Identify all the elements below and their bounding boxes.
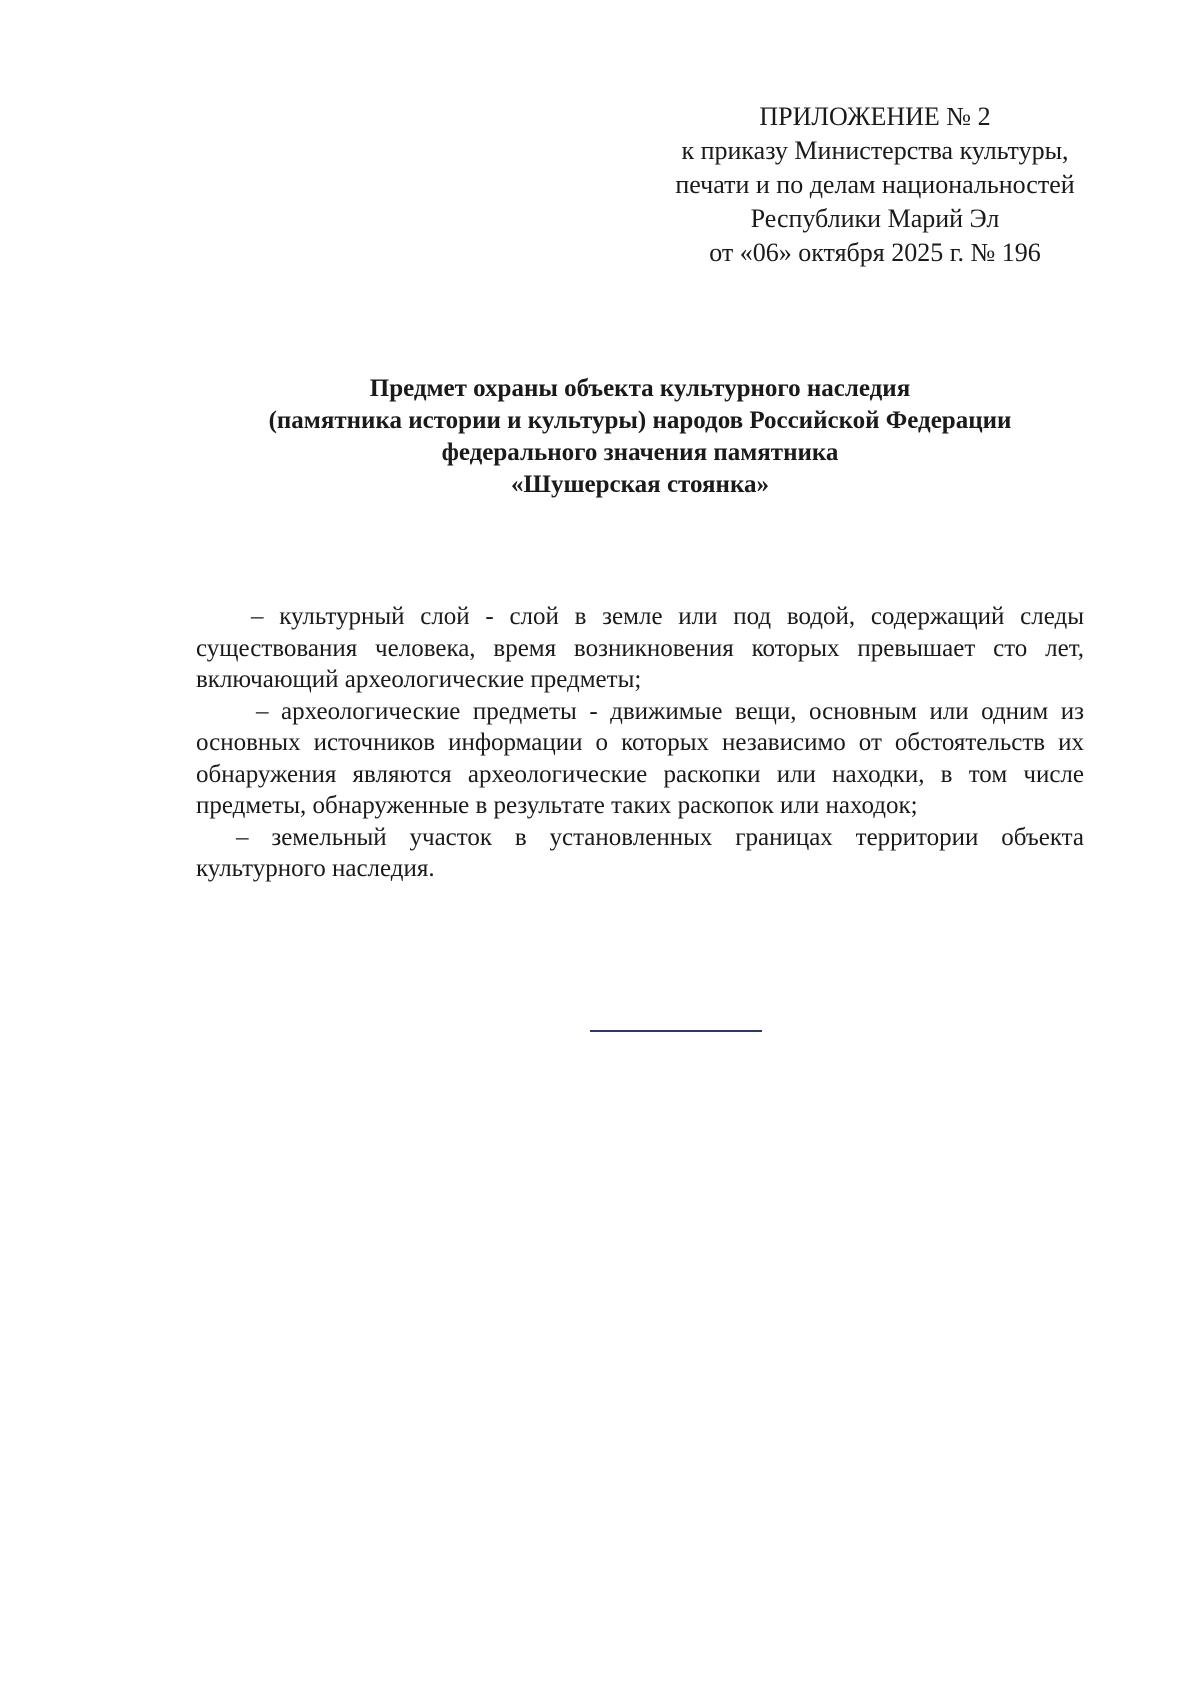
title-line-1: Предмет охраны объекта культурного наследия [369, 375, 911, 402]
annex-ministry-name: печати и по делам национальностей [675, 170, 1075, 199]
annex-header [640, 100, 1110, 270]
title-line-2: (памятника истории и культуры) народов Российской Федерации [268, 407, 1012, 434]
annex-number: ПРИЛОЖЕНИЕ № 2 [759, 102, 991, 131]
title-line-4: «Шушерская стоянка» [511, 471, 769, 498]
list-item-land-plot: – земельный участок в установленных границах территории объекта культурного наследия. [196, 823, 1084, 882]
closing-divider [590, 1030, 762, 1032]
title-line-3: федерального значения памятника [441, 439, 839, 466]
list-item-archaeological-objects: – археологические предметы - движимые вещи, основным или одним из основных источников информации о которых независимо от обстоятельств их обнаружения являются археологические раскопки или находки, в том числе предметы, обнаруженные в результате таких раскопок или находок; [196, 697, 1084, 819]
annex-date-number: от «06» октября 2025 г. № 196 [709, 238, 1041, 267]
list-item-cultural-layer: – культурный слой - слой в земле или под водой, содержащий следы существования человека, время возникновения которых превышает сто лет, включающий археологические предметы; [196, 603, 1084, 693]
document-body [196, 601, 1084, 885]
document-title [160, 373, 1120, 501]
annex-order-ref: к приказу Министерства культуры, [681, 136, 1069, 165]
annex-republic: Республики Марий Эл [750, 204, 1000, 233]
